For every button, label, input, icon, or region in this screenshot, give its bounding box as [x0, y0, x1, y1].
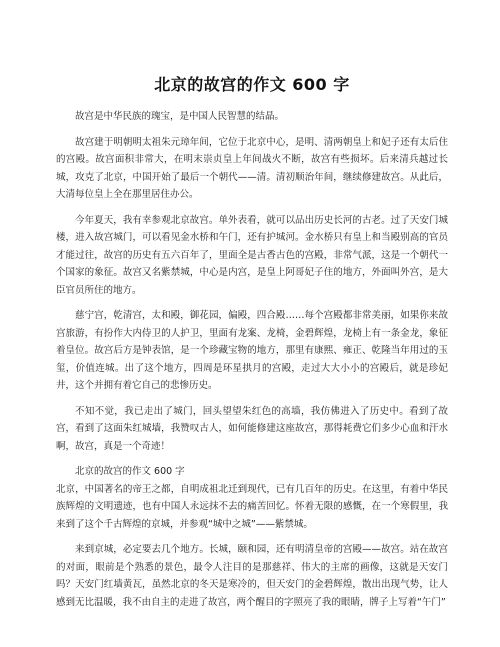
paragraph-1: 故宫是中华民族的瑰宝，是中国人民智慧的结晶。 [75, 111, 285, 122]
paragraph-2: 故宫建于明朝明太祖朱元璋年间，它位于北京中心，是明、清两朝皇上和妃子还有太后住的宫殿。故宫面积非常大，在明末崇贞皇上年间战火不断，故宫有些损坏。后来清兵越过长城，攻克了北京，中国开始了最后一个朝代——清。清初顺治年间，继续修建故宫。从此后，大清每位皇上全在那里居住办公。 [56, 136, 448, 200]
second-essay-title: 北京的故宫的作文 600 字 [75, 466, 185, 477]
paragraph-7: 来到京城，必定要去几个地方。长城，颐和园，还有明清皇帝的宫殿——故宫。站在故宫的对面，眼前是个熟悉的景色，最令人注目的是那慈祥、伟大的主席的画像，这就是天安门吗？天安门红墙黄瓦，虽然北京的冬天是寒冷的，但天安门的金碧辉煌，散出出现气势，让人感到无比温暖，我不由自主的走进了故宫，两个醒目的字照亮了我的眼睛，牌子上写着“午门” [56, 544, 448, 608]
paragraph-4: 慈宁宫，乾清宫，太和殿，御花园，偏殿，四合殿……每个宫殿都非常美丽，如果你来故宫旅游，有扮作大内侍卫的人护卫，里面有龙案、龙椅，金碧辉煌，龙椅上有一条金龙，象征着皇位。故宫后方是钟表馆，是一个珍藏宝物的地方，那里有康熙、雍正、乾隆当年用过的玉玺，价值连城。出了这个地方，四周是环星拱月的宫殿，走过大大小小的宫殿后，就是珍妃井，这个并拥有着它自己的悲惨历史。 [56, 310, 448, 391]
paragraph-3: 今年夏天，我有幸参观北京故宫。单外表看，就可以品出历史长河的古老。过了天安门城楼，进入故宫城门，可以看见金水桥和午门，还有护城河。金水桥只有皇上和当殿别高的官员才能过往，故宫的历史有五六百年了，里面全是古香古色的宫殿，非常气派，这是一个朝代一个国家的象征。故宫又名紫禁城，中心是内宫，是皇上阿哥妃子住的地方，外面叫外宫，是大臣官员所住的地方。 [56, 214, 448, 296]
paragraph-6: 北京，中国著名的帝王之都，自明成祖北迁到现代，已有几百年的历史。在这里，有着中华民族辉煌的文明遗迹，也有中国人永远抹不去的痛苦回忆。怀着无限的感慨，在一个寒假里，我来到了这个千古辉煌的京城，并参观“城中之城”——紫禁城。 [56, 483, 448, 530]
paragraph-5: 不知不觉，我已走出了城门，回头望望朱红色的高墙，我仿佛进入了历史中。看到了故宫，看到了这面朱红城墙，我赞叹古人，如何能修建这座故宫，那得耗费它们多少心血和汗水啊，故宫，真是一个奇迹！ [56, 405, 448, 452]
document-title: 北京的故宫的作文 600 字 [154, 75, 350, 94]
